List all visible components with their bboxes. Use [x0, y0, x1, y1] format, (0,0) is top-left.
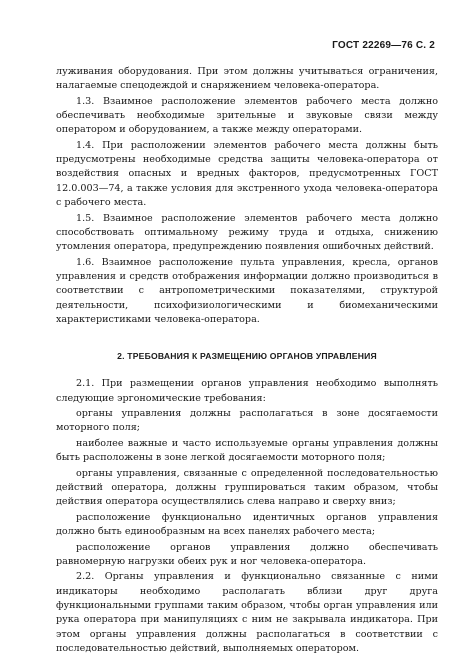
paragraph-2-1: 2.1. При размещении органов управления необходимо выполнять следующие эргономические требования:	[56, 378, 438, 404]
requirement-item: расположение органов управления должно обеспечивать равномерную нагрузки обеих рук и ног человека-оператора.	[56, 541, 438, 567]
requirement-item: расположение функционально идентичных органов управления должно быть единообразным на всех панелях рабочего места;	[56, 511, 438, 538]
running-header: ГОСТ 22269—76 С. 2	[332, 40, 435, 51]
paragraph-1-4: 1.4. При расположении элементов рабочего места должны быть предусмотрены необходимые средства защиты человека-оператора от воздействия опасных и вредных факторов, предусмотренных ГОСТ 12.0.003—74, а также условия для экстренного ухода человека-оператора с рабочего места.	[56, 139, 438, 209]
paragraph-1-5: 1.5. Взаимное расположение элементов рабочего места должно способствовать оптимальному режиму труда и отдыха, снижению утомления оператора, предупреждению появления ошибочных действий.	[56, 212, 438, 253]
requirement-item: органы управления, связанные с определенной последовательностью действий оператора, должны группироваться таким образом, чтобы действия оператора осуществлялись слева направо и сверху вниз;	[56, 467, 438, 508]
requirement-item: наиболее важные и часто используемые органы управления должны быть расположены в зоне легкой досягаемости моторного поля;	[56, 437, 438, 464]
section-heading: 2. ТРЕБОВАНИЯ К РАЗМЕЩЕНИЮ ОРГАНОВ УПРАВЛЕНИЯ	[117, 351, 377, 362]
paragraph-continuation: луживания оборудования. При этом должны учитываться ограничения, налагаемые спецодеждой и снаряжением человека-оператора.	[56, 66, 438, 92]
requirement-item: органы управления должны располагаться в зоне досягаемости моторного поля;	[56, 408, 438, 434]
paragraph-2-2: 2.2. Органы управления и функционально связанные с ними индикаторы необходимо располагать вблизи друг друга функциональными группами таким образом, чтобы орган управления или рука оператора при манипуляциях с ним не закрывала индикатора. При этом органы управления должны располагаться в соответствии с последовательностью действий, выполняемых оператором.	[56, 571, 438, 654]
paragraph-1-3: 1.3. Взаимное расположение элементов рабочего места должно обеспечивать необходимые зрительные и звуковые связи между оператором и оборудованием, а также между операторами.	[56, 95, 438, 136]
document-body	[56, 65, 438, 657]
paragraph-1-6: 1.6. Взаимное расположение пульта управления, кресла, органов управления и средств отображения информации должно производиться в соответствии с антропометрическими показателями, структурой деятельности, психофизиологическими и биомеханическими характеристиками человека-оператора.	[56, 256, 438, 325]
